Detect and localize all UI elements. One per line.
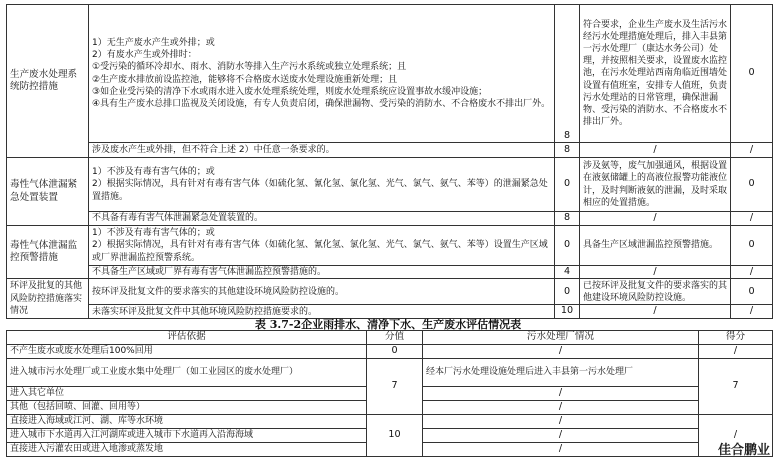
status-cell: /	[580, 212, 731, 226]
score-value-cell: 0	[555, 158, 580, 212]
category-cell: 生产废水处理系统防控措施	[7, 5, 89, 158]
table-row	[7, 279, 773, 305]
status-cell: /	[423, 415, 699, 429]
criteria-line: ③如企业受污染的清净下水或雨水进入废水处理系统处理，则废水处理系统应设置事故水缓冲设施；	[92, 86, 488, 97]
score-value-cell: 10	[367, 415, 423, 457]
criteria-line: ④具有生产废水总排口监视及关闭设施，有专人负责启闭，确保泄漏物、受污染的消防水、不合格废水不排出厂外。	[92, 98, 551, 109]
criteria-cell: 不具备有毒有害气体泄漏紧急处置装置的。	[89, 212, 555, 226]
criteria-cell: 其他（包括回喷、回灌、回用等）	[7, 401, 367, 415]
criteria-line: ①受污染的循环冷却水、雨水、消防水等排入生产污水系统或独立处理系统；且	[92, 62, 407, 73]
status-cell: /	[423, 387, 699, 401]
table-row	[7, 158, 773, 212]
table-row	[7, 415, 773, 429]
score-cell: 7	[699, 359, 773, 415]
table-row	[7, 212, 773, 226]
criteria-cell	[89, 5, 555, 143]
score-cell: /	[731, 143, 773, 158]
score-value-cell: 8	[555, 212, 580, 226]
criteria-cell: 不具备生产区域或厂界有毒有害气体泄漏监控预警措施的。	[89, 266, 555, 279]
criteria-cell	[89, 226, 555, 266]
risk-control-table	[6, 4, 773, 319]
status-cell: 具备生产区域泄漏监控预警措施。	[580, 226, 731, 266]
table-row	[7, 226, 773, 266]
status-cell: 符合要求，企业生产废水及生活污水经污水处理措施处理后，排入丰县第一污水处理厂（康达水务公司）处理，并按照相关要求，设置废水监控池，在污水处理站西南角临近围墙处设置有值班室，安排专人值班，负责污水处理站的日常管理，确保泄漏物、受污染的消防水、不合格废水不排出厂外。	[580, 5, 731, 143]
header-criteria: 评估依据	[7, 331, 367, 345]
score-value-cell: 0	[555, 279, 580, 305]
criteria-line: 1）不涉及有毒有害气体的；或	[92, 228, 215, 239]
status-cell: /	[580, 143, 731, 158]
criteria-cell: 按环评及批复文件的要求落实的其他建设环境风险防控设施的。	[89, 279, 555, 305]
criteria-cell: 直接进入海域或江河、湖、库等水环境	[7, 415, 367, 429]
criteria-cell: 直接进入污灌农田或进入地渗或蒸发地	[7, 443, 367, 457]
status-cell: /	[423, 345, 699, 359]
status-cell: /	[580, 305, 731, 318]
score-cell: /	[731, 212, 773, 226]
score-value-cell: 7	[367, 359, 423, 415]
status-cell: /	[423, 443, 699, 457]
header-score-value: 分值	[367, 331, 423, 345]
criteria-cell: 涉及废水产生或外排，但不符合上述 2）中任意一条要求的。	[89, 143, 555, 158]
score-cell: /	[731, 266, 773, 279]
category-cell: 毒性气体泄漏紧急处置装置	[7, 158, 89, 226]
criteria-line: ②生产废水排放前设监控池，能够将不合格废水送废水处理设施重新处理；且	[92, 74, 398, 85]
status-cell: /	[423, 401, 699, 415]
table-row	[7, 359, 773, 387]
criteria-line: 1）无生产废水产生或外排；或	[92, 37, 215, 48]
criteria-cell: 未落实环评及批复文件中其他环境风险防控措施要求的。	[89, 305, 555, 318]
table-header-row	[7, 331, 773, 345]
criteria-cell	[89, 158, 555, 212]
criteria-line: 1）不涉及有毒有害气体的；或	[92, 167, 215, 178]
score-value-cell: 8	[555, 143, 580, 158]
score-value-cell: 10	[555, 305, 580, 318]
score-cell: 0	[731, 5, 773, 143]
status-cell: /	[580, 266, 731, 279]
criteria-line: 2）根据实际情况，具有针对有毒有害气体（如硫化氢、氰化氢、氯化氢、光气、氯气、氨气、苯等）的泄漏紧急处置措施。	[92, 179, 548, 202]
score-value-cell: 8	[555, 5, 580, 143]
table-row	[7, 266, 773, 279]
category-cell: 毒性气体泄漏监控预警措施	[7, 226, 89, 279]
score-value-cell: 0	[555, 226, 580, 266]
criteria-line: 2）有废水产生或外排时：	[92, 50, 197, 61]
score-cell: /	[699, 415, 773, 457]
criteria-cell: 进入城市污水处理厂或工业废水集中处理厂（如工业园区的废水处理厂）	[7, 359, 367, 387]
watermark-logo-text: 佳合鹏业	[717, 443, 770, 458]
criteria-cell: 进入城市下水道再入江河湖库或进入城市下水道再入沿海海域	[7, 429, 367, 443]
status-cell: 已按环评及批复文件的要求落实的其他建设环境风险防控设施。	[580, 279, 731, 305]
wastewater-evaluation-table	[6, 330, 773, 457]
score-cell: 0	[731, 226, 773, 266]
score-cell: 0	[731, 158, 773, 212]
criteria-line: 2）根据实际情况，具有针对有毒有害气体（如硫化氢、氰化氢、氯化氢、光气、氯气、氨气、苯等）设置生产区域或厂界泄漏监控预警系统。	[92, 240, 548, 263]
table-caption: 表 3.7-2企业雨排水、清净下水、生产废水评估情况表	[254, 318, 522, 331]
header-status: 污水处理厂情况	[423, 331, 699, 345]
header-score: 得分	[699, 331, 773, 345]
score-cell: /	[699, 345, 773, 359]
status-cell: 经本厂污水处理设施处理后进入丰县第一污水处理厂	[423, 359, 699, 387]
score-cell: 0	[731, 279, 773, 305]
status-cell: 涉及氨等，废气加强通风，根据设置在液氨储罐上的高液位报警功能液位计，及时判断液氨的泄漏，及时采取相应的处置措施。	[580, 158, 731, 212]
category-cell: 环评及批复的其他风险防控措施落实情况	[7, 279, 89, 318]
table-row	[7, 143, 773, 158]
table-row	[7, 5, 773, 143]
status-cell: /	[423, 429, 699, 443]
criteria-cell: 进入其它单位	[7, 387, 367, 401]
table-row	[7, 345, 773, 359]
score-value-cell: 4	[555, 266, 580, 279]
criteria-cell: 不产生废水或废水处理后100%回用	[7, 345, 367, 359]
score-cell: /	[731, 305, 773, 318]
score-value-cell: 0	[367, 345, 423, 359]
